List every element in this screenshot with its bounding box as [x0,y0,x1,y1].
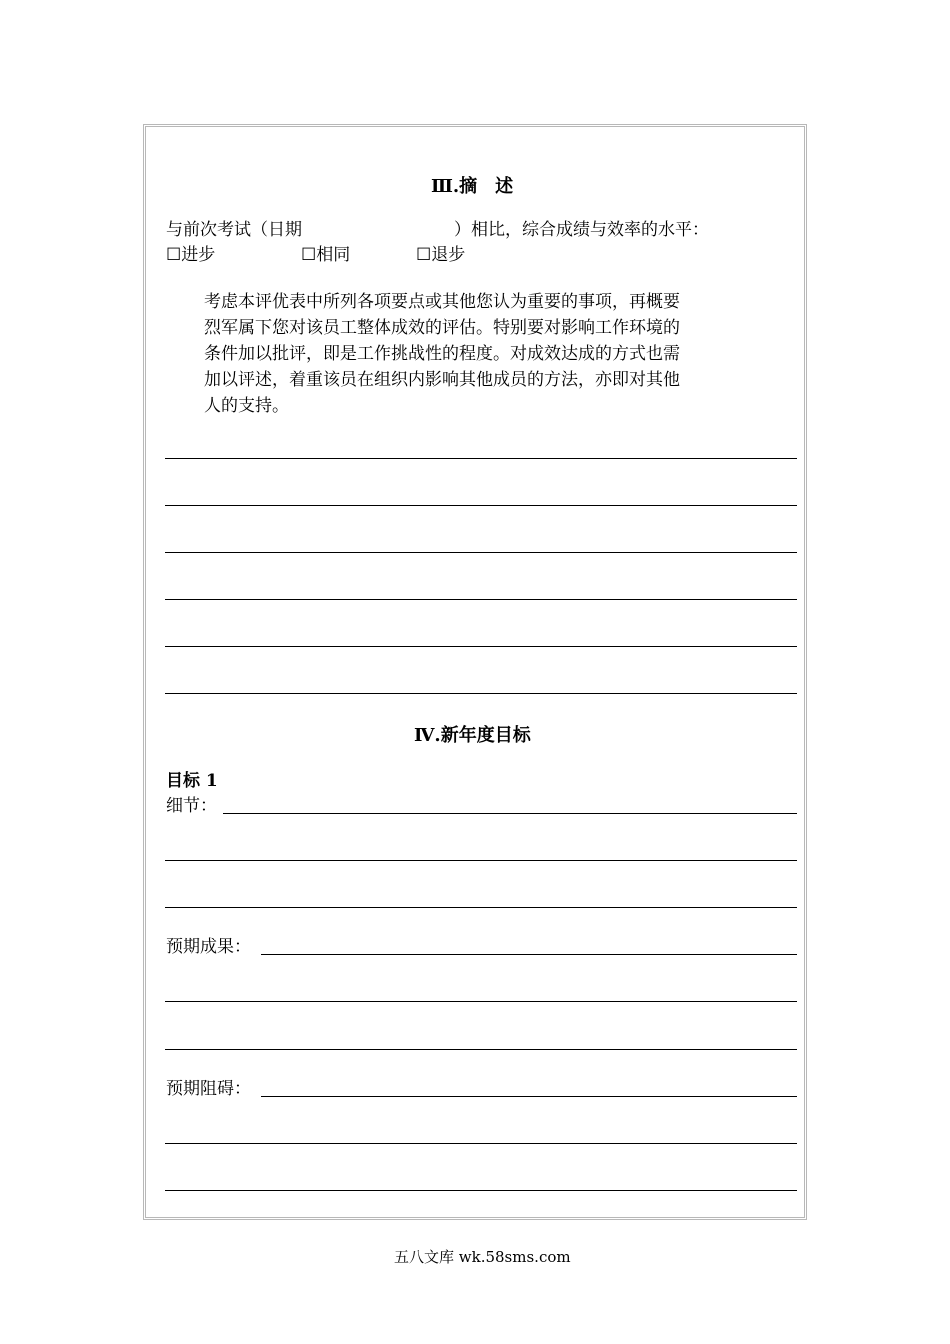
expected-obstacle-line[interactable] [165,1143,797,1144]
summary-line[interactable] [165,646,797,647]
instruction-line: 烈军属下您对该员工整体成效的评估。特别要对影响工作环境的 [204,318,680,338]
instruction-line: 加以评述，着重该员在组织内影响其他成员的方法，亦即对其他 [204,370,680,390]
detail-line[interactable] [165,907,797,908]
footer-watermark: 五八文库 wk.58sms.com [394,1248,571,1266]
expected-result-label: 预期成果： [166,937,251,957]
goal-label: 目标 1 [166,771,218,791]
compare-prefix: 与前次考试（日期 [166,220,302,240]
summary-line[interactable] [165,552,797,553]
option-same-checkbox[interactable]: ☐相同 [301,245,351,265]
expected-result-line[interactable] [261,954,797,955]
detail-line[interactable] [165,860,797,861]
expected-result-line[interactable] [165,1049,797,1050]
compare-suffix: ）相比，综合成绩与效率的水平： [454,220,709,240]
expected-obstacle-label: 预期阻碍： [166,1079,251,1099]
summary-line[interactable] [165,458,797,459]
section-4-title: Ⅳ.新年度目标 [414,725,531,746]
section-3-title: Ⅲ.摘 述 [431,176,514,197]
expected-obstacle-line[interactable] [165,1190,797,1191]
expected-obstacle-line[interactable] [261,1096,797,1097]
detail-line[interactable] [223,813,797,814]
option-progress-checkbox[interactable]: ☐进步 [166,245,216,265]
summary-line[interactable] [165,505,797,506]
option-regress-checkbox[interactable]: ☐退步 [416,245,466,265]
summary-line[interactable] [165,693,797,694]
instruction-line: 条件加以批评，即是工作挑战性的程度。对成效达成的方式也需 [204,344,680,364]
instruction-paragraph [204,289,744,419]
detail-label: 细节： [166,796,217,816]
expected-result-line[interactable] [165,1001,797,1002]
summary-line[interactable] [165,599,797,600]
instruction-line: 考虑本评优表中所列各项要点或其他您认为重要的事项，再概要 [204,292,680,312]
instruction-line: 人的支持。 [204,396,289,416]
